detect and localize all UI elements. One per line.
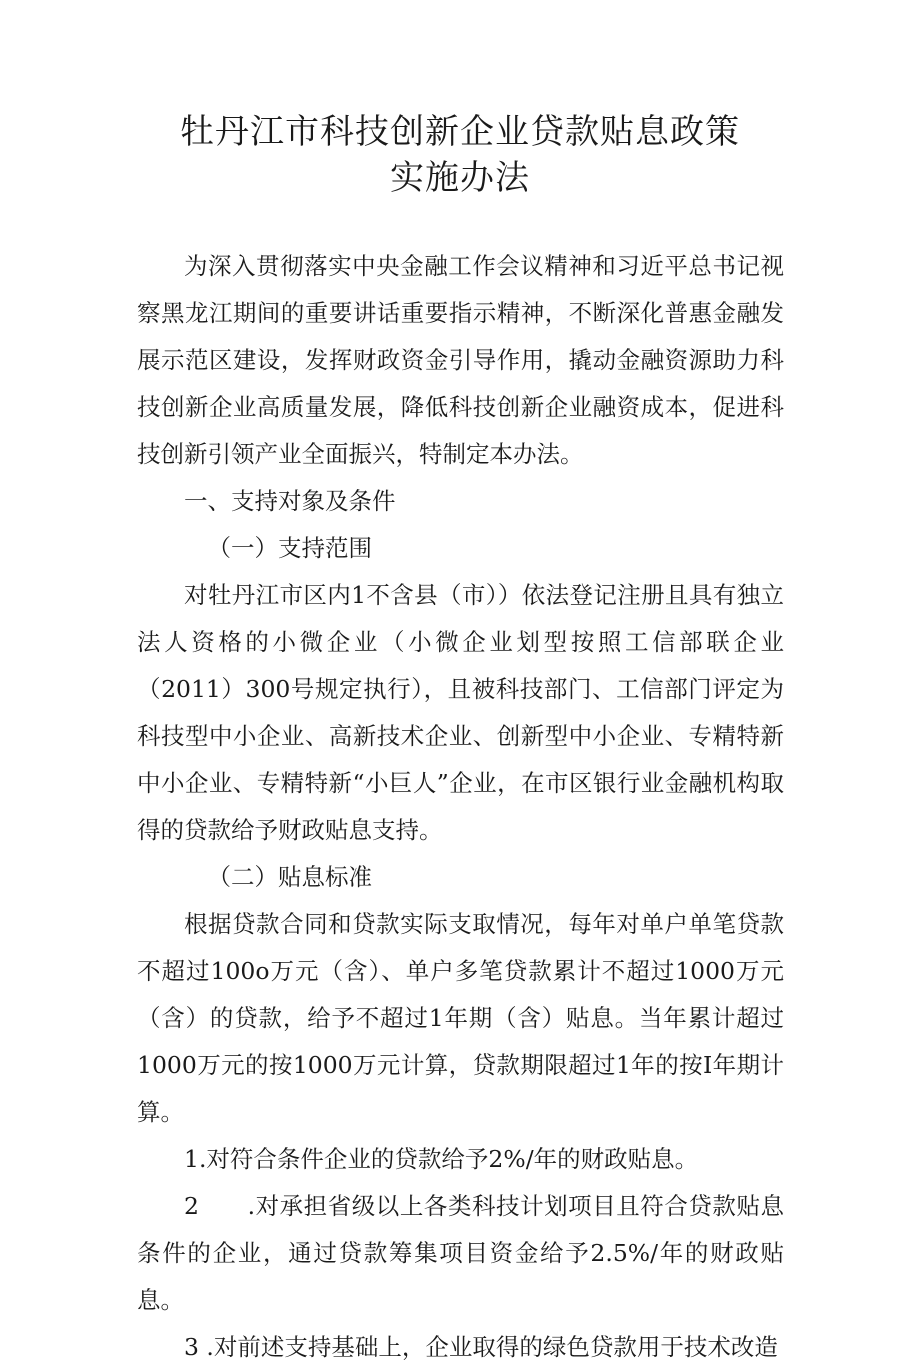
paragraph-preamble: 为深入贯彻落实中央金融工作会议精神和习近平总书记视察黑龙江期间的重要讲话重要指示精神，不断深化普惠金融发展示范区建设，发挥财政资金引导作用，撬动金融资源助力科技创新企业高质量发展，降低科技创新企业融资成本，促进科技创新引领产业全面振兴，特制定本办法。 xyxy=(137,252,784,468)
list-item-2: 2 .对承担省级以上各类科技计划项目且符合贷款贴息条件的企业，通过贷款筹集项目资金给予2.5%/年的财政贴息。 xyxy=(137,1192,784,1314)
subsection-heading-scope: （一）支持范围 xyxy=(207,534,372,562)
subsection-heading-standard: （二）贴息标准 xyxy=(207,863,372,891)
document-title-line-1: 牡丹江市科技创新企业贷款贴息政策 xyxy=(180,112,740,152)
section-heading-support-targets: 一、支持对象及条件 xyxy=(184,487,396,515)
paragraph-scope: 对牡丹江市区内1不含县（市））依法登记注册且具有独立法人资格的小微企业（小微企业划型按照工信部联企业（2011）300号规定执行），且被科技部门、工信部门评定为科技型中小企业、高新技术企业、创新型中小企业、专精特新中小企业、专精特新“小巨人”企业，在市区银行业金融机构取得的贷款给予财政贴息支持。 xyxy=(137,581,784,844)
list-item-3: 3 .对前述支持基础上，企业取得的绿色贷款用于技术改造 xyxy=(184,1333,778,1361)
document-title-line-2: 实施办法 xyxy=(390,158,530,198)
paragraph-standard: 根据贷款合同和贷款实际支取情况，每年对单户单笔贷款不超过100o万元（含）、单户多笔贷款累计不超过1000万元（含）的贷款，给予不超过1年期（含）贴息。当年累计超过1000万元的按1000万元计算，贷款期限超过1年的按I年期计算。 xyxy=(137,910,784,1126)
document-body xyxy=(137,243,784,1371)
list-item-1: 1.对符合条件企业的贷款给予2%/年的财政贴息。 xyxy=(184,1145,699,1173)
